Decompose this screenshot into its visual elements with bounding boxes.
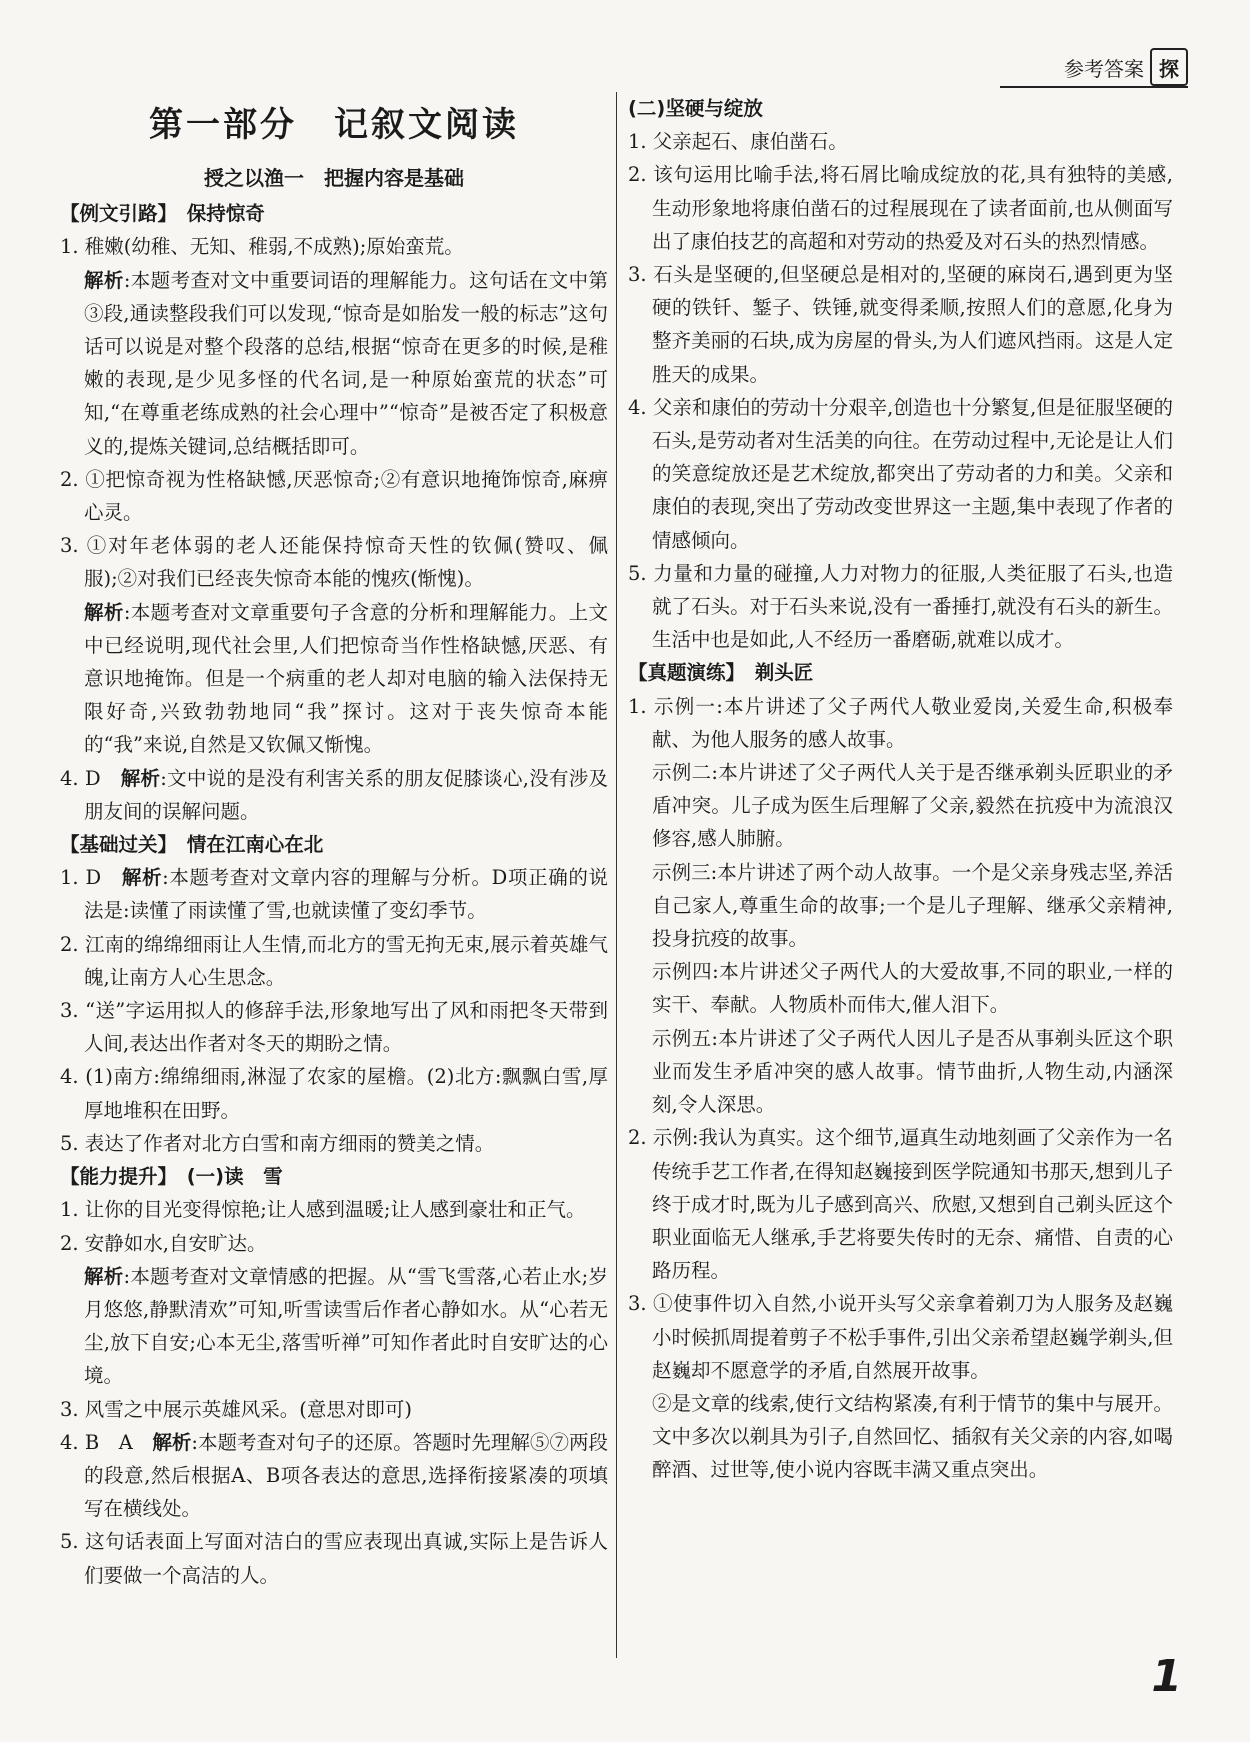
answer-key: 1. D bbox=[60, 866, 122, 890]
answer-item: 3. 风雪之中展示英雄风采。(意思对即可) bbox=[60, 1397, 413, 1421]
analysis-label: 解析 bbox=[121, 866, 163, 890]
analysis-label: 解析 bbox=[84, 268, 124, 292]
example-text: 示例四:本片讲述父子两代人的大爱故事,不同的职业,一样的实干、奉献。人物质朴而伟大,催人泪下。 bbox=[652, 960, 1173, 1017]
analysis-body: :本题考查对文章情感的把握。从“雪飞雪落,心若止水;岁月悠悠,静默清欢”可知,听雪读雪后作者心静如水。从“心若无尘,放下自安;心本无尘,落雪听禅”可知作者此时自安旷达的心境。 bbox=[84, 1264, 608, 1388]
header-label: 参考答案 bbox=[1064, 56, 1144, 81]
example-text: 示例三:本片讲述了两个动人故事。一个是父亲身残志坚,养活自己家人,尊重生命的故事;一个是儿子理解、继承父亲精神,投身抗疫的故事。 bbox=[652, 860, 1173, 951]
column-divider bbox=[616, 92, 617, 1658]
analysis-body: :本题考查对文章重要句子含意的分析和理解能力。上文中已经说明,现代社会里,人们把惊奇当作性格缺憾,厌恶、有意识地掩饰。但是一个病重的老人却对电脑的输入法保持无限好奇,兴致勃勃地同“我”探讨。这对于丧失惊奇本能的“我”来说,自然是又钦佩又惭愧。 bbox=[84, 600, 608, 757]
answer-item: 3. ①使事件切入自然,小说开头写父亲拿着剃刀为人服务及赵巍小时候抓周提着剪子不松手事件,引出父亲希望赵巍学剃头,但赵巍却不愿意学的矛盾,自然展开故事。 bbox=[628, 1292, 1173, 1382]
answer-item: 5. 这句话表面上写面对洁白的雪应表现出真诚,实际上是告诉人们要做一个高洁的人。 bbox=[60, 1530, 608, 1587]
answer-item: 2. ①把惊奇视为性格缺憾,厌恶惊奇;②有意识地掩饰惊奇,麻痹心灵。 bbox=[60, 467, 608, 525]
answer-item bbox=[60, 861, 608, 927]
block-heading: 【能力提升】 (一)读 雪 bbox=[60, 1165, 283, 1189]
analysis-label: 解析 bbox=[152, 1430, 192, 1454]
analysis-body: :文中说的是没有利害关系的朋友促膝谈心,没有涉及朋友间的误解问题。 bbox=[84, 766, 608, 823]
analysis-label: 解析 bbox=[120, 766, 161, 790]
right-column bbox=[628, 92, 1173, 1487]
answer-continuation: ②是文章的线索,使行文结构紧凑,有利于情节的集中与展开。文中多次以剃具为引子,自然回忆、插叙有关父亲的内容,如喝醉酒、过世等,使小说内容既丰满又重点突出。 bbox=[652, 1391, 1173, 1482]
block-heading: 【基础过关】 情在江南心在北 bbox=[60, 833, 324, 857]
analysis-text bbox=[60, 596, 608, 762]
analysis-text bbox=[60, 264, 608, 463]
answer-item: 1. 让你的目光变得惊艳;让人感到温暖;让人感到豪壮和正气。 bbox=[60, 1198, 586, 1222]
analysis-label: 解析 bbox=[84, 600, 124, 624]
example-text: 示例五:本片讲述了父子两代人因儿子是否从事剃头匠这个职业而发生矛盾冲突的感人故事。情节曲折,人物生动,内涵深刻,令人深思。 bbox=[652, 1026, 1173, 1117]
analysis-body: :本题考查对文章内容的理解与分析。D项正确的说法是:读懂了雨读懂了雪,也就读懂了变幻季节。 bbox=[84, 866, 608, 923]
section-title: 授之以渔一 把握内容是基础 bbox=[204, 166, 464, 190]
analysis-body: :本题考查对句子的还原。答题时先理解⑤⑦两段的段意,然后根据A、B项各表达的意思,选择衔接紧凑的项填写在横线处。 bbox=[84, 1430, 608, 1521]
answer-item bbox=[60, 762, 608, 828]
answer-item: 5. 力量和力量的碰撞,人力对物力的征服,人类征服了石头,也造就了石头。对于石头来说,没有一番捶打,就没有石头的新生。生活中也是如此,人不经历一番磨砺,就难以成才。 bbox=[628, 561, 1173, 652]
answer-item: 2. 江南的绵绵细雨让人生情,而北方的雪无拘无束,展示着英雄气魄,让南方人心生思念。 bbox=[60, 932, 608, 989]
answer-item: 1. 稚嫩(幼稚、无知、稚弱,不成熟);原始蛮荒。 bbox=[60, 235, 464, 259]
answer-item: 2. 示例:我认为真实。这个细节,逼真生动地刻画了父亲作为一名传统手艺工作者,在得知赵巍接到医学院通知书那天,想到儿子终于成才时,既为儿子感到高兴、欣慰,又想到自己剃头匠这个职业面临无人继承,手艺将要失传时的无奈、痛惜、自责的心路历程。 bbox=[628, 1126, 1173, 1283]
header-rule bbox=[1000, 86, 1188, 88]
answer-key: 4. D bbox=[60, 766, 121, 790]
part-title: 第一部分 记叙文阅读 bbox=[149, 105, 519, 145]
answer-key: 4. B A bbox=[60, 1430, 153, 1454]
answer-item: 1. 示例一:本片讲述了父子两代人敬业爱岗,关爱生命,积极奉献、为他人服务的感人故事。 bbox=[628, 694, 1173, 751]
answer-item: 2. 该句运用比喻手法,将石屑比喻成绽放的花,具有独特的美感,生动形象地将康伯凿石的过程展现在了读者面前,也从侧面写出了康伯技艺的高超和对劳动的热爱及对石头的热烈情感。 bbox=[628, 163, 1173, 253]
page-header bbox=[1064, 48, 1188, 86]
analysis-body: :本题考查对文中重要词语的理解能力。这句话在文中第③段,通读整段我们可以发现,“惊奇是如胎发一般的标志”这句话可以说是对整个段落的总结,根据“惊奇在更多的时候,是稚嫩的表现,是少见多怪的代名词,是一种原始蛮荒的状态”可知,“在尊重老练成熟的社会心理中”“惊奇”是被否定了积极意义的,提炼关键词,总结概括即可。 bbox=[84, 268, 608, 458]
block-heading: 【例文引路】 保持惊奇 bbox=[60, 202, 265, 226]
analysis-text bbox=[60, 1260, 608, 1393]
answer-item: 1. 父亲起石、康伯凿石。 bbox=[628, 130, 848, 154]
brand-logo-icon: 探 bbox=[1150, 48, 1188, 86]
left-column bbox=[60, 92, 608, 1592]
answer-item bbox=[60, 1426, 608, 1526]
block-heading: (二)坚硬与绽放 bbox=[628, 97, 763, 120]
answer-item: 3. ①对年老体弱的老人还能保持惊奇天性的钦佩(赞叹、佩服);②对我们已经丧失惊奇本能的愧疚(惭愧)。 bbox=[60, 534, 608, 591]
answer-item: 5. 表达了作者对北方白雪和南方细雨的赞美之情。 bbox=[60, 1131, 495, 1155]
page-number: 1 bbox=[1151, 1651, 1182, 1702]
answer-item: 4. (1)南方:绵绵细雨,淋湿了农家的屋檐。(2)北方:飘飘白雪,厚厚地堆积在田野。 bbox=[60, 1065, 608, 1122]
answer-item: 3. “送”字运用拟人的修辞手法,形象地写出了风和雨把冬天带到人间,表达出作者对冬天的期盼之情。 bbox=[60, 999, 608, 1056]
example-text: 示例二:本片讲述了父子两代人关于是否继承剃头匠职业的矛盾冲突。儿子成为医生后理解了父亲,毅然在抗疫中为流浪汉修容,感人肺腑。 bbox=[652, 761, 1173, 851]
block-heading: 【真题演练】 剃头匠 bbox=[628, 661, 814, 685]
answer-item: 4. 父亲和康伯的劳动十分艰辛,创造也十分繁复,但是征服坚硬的石头,是劳动者对生活美的向往。在劳动过程中,无论是让人们的笑意绽放还是艺术绽放,都突出了劳动者的力和美。父亲和康伯的表现,突出了劳动改变世界这一主题,集中表现了作者的情感倾向。 bbox=[628, 395, 1173, 552]
answer-item: 3. 石头是坚硬的,但坚硬总是相对的,坚硬的麻岗石,遇到更为坚硬的铁钎、錾子、铁锤,就变得柔顺,按照人们的意愿,化身为整齐美丽的石块,成为房屋的骨头,为人们遮风挡雨。这是人定胜天的成果。 bbox=[628, 263, 1173, 386]
answer-item: 2. 安静如水,自安旷达。 bbox=[60, 1231, 267, 1255]
analysis-label: 解析 bbox=[84, 1264, 124, 1288]
